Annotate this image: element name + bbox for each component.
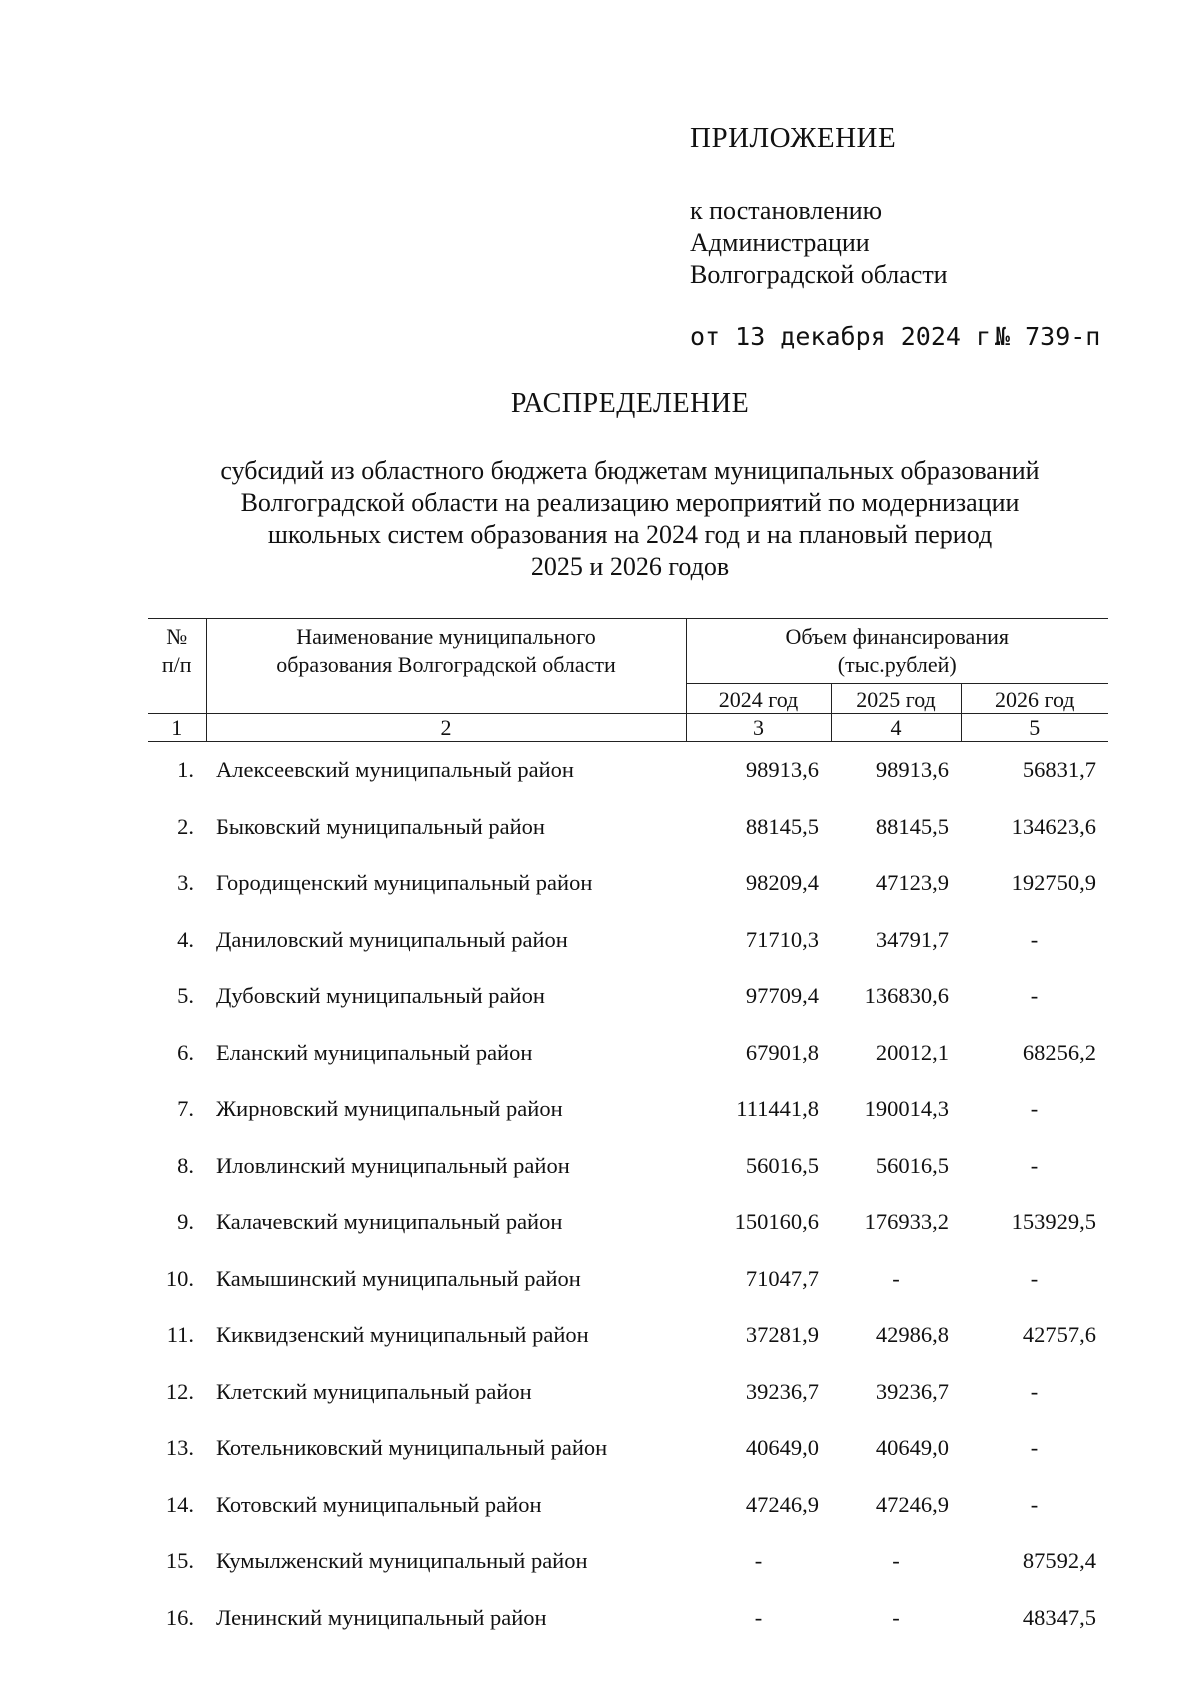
table-row (148, 1025, 1108, 1082)
row-value-2026: - (1030, 1491, 1039, 1517)
row-value-2025: 56016,5 (875, 1152, 949, 1178)
row-municipality: Калачевский муниципальный район (216, 1209, 563, 1235)
table-row (148, 1533, 1108, 1590)
row-value-2025: 40649,0 (875, 1435, 949, 1461)
subtitle-line: Волгоградской области на реализацию мероприятий по модернизации (240, 488, 1020, 517)
row-value-2024: 111441,8 (736, 1096, 819, 1122)
row-number: 7. (177, 1096, 194, 1122)
row-value-2024: 98913,6 (745, 757, 819, 783)
row-value-2024: 150160,6 (734, 1209, 819, 1235)
decree-reference-line: Волгоградской области (690, 260, 948, 289)
row-value-2026: 192750,9 (1011, 870, 1096, 896)
row-number: 12. (165, 1378, 194, 1404)
row-municipality: Иловлинский муниципальный район (216, 1152, 570, 1178)
column-number: 1 (148, 714, 206, 742)
row-municipality: Жирновский муниципальный район (216, 1096, 563, 1122)
row-municipality: Клетский муниципальный район (216, 1378, 532, 1404)
row-number: 6. (177, 1039, 194, 1065)
subtitle-line: школьных систем образования на 2024 год и на плановый период (267, 520, 993, 549)
row-value-2025: 20012,1 (875, 1039, 949, 1065)
row-number: 15. (165, 1548, 194, 1574)
row-value-2026: - (1030, 1378, 1039, 1404)
row-municipality: Дубовский муниципальный район (216, 983, 545, 1009)
row-value-2026: 134623,6 (1011, 813, 1096, 839)
row-value-2024: - (754, 1548, 763, 1574)
row-value-2024: 71710,3 (745, 926, 819, 952)
table-row (148, 1081, 1108, 1138)
row-value-2025: 42986,8 (875, 1322, 949, 1348)
row-municipality: Быковский муниципальный район (216, 813, 545, 839)
row-value-2026: 68256,2 (1022, 1039, 1096, 1065)
row-value-2025: 47123,9 (875, 870, 949, 896)
row-value-2026: - (1030, 1152, 1039, 1178)
row-value-2024: 39236,7 (745, 1378, 819, 1404)
row-number: 10. (165, 1265, 194, 1291)
row-value-2026: 56831,7 (1022, 757, 1096, 783)
row-value-2025: - (892, 1265, 900, 1291)
row-number: 13. (165, 1435, 194, 1461)
row-value-2025: 98913,6 (875, 757, 949, 783)
row-number: 2. (177, 813, 194, 839)
table-row (148, 912, 1108, 969)
column-number: 3 (686, 714, 831, 742)
row-value-2025: 136830,6 (864, 983, 949, 1009)
header-volume: Объем финансирования (тыс.рублей) (686, 619, 1108, 684)
header-year-2025: 2025 год (831, 684, 961, 714)
decree-date: от 13 декабря 2024 г. (690, 322, 1007, 351)
row-municipality: Камышинский муниципальный район (216, 1265, 581, 1291)
row-value-2026: 153929,5 (1011, 1209, 1096, 1235)
row-value-2024: 71047,7 (745, 1265, 819, 1291)
row-value-2024: 88145,5 (745, 813, 819, 839)
column-number: 4 (831, 714, 961, 742)
row-value-2026: 87592,4 (1022, 1548, 1096, 1574)
row-value-2024: 98209,4 (745, 870, 819, 896)
table-row (148, 1251, 1108, 1308)
row-value-2025: 88145,5 (875, 813, 949, 839)
header-num: № п/п (148, 619, 206, 714)
row-number: 16. (165, 1604, 194, 1630)
row-number: 14. (165, 1491, 194, 1517)
table-row (148, 1194, 1108, 1251)
row-municipality: Городищенский муниципальный район (216, 870, 593, 896)
row-municipality: Котельниковский муниципальный район (216, 1435, 608, 1461)
decree-reference (690, 195, 948, 291)
row-municipality: Даниловский муниципальный район (216, 926, 568, 952)
row-value-2025: 34791,7 (875, 926, 949, 952)
decree-reference-line: Администрации (690, 228, 870, 257)
row-value-2024: 67901,8 (745, 1039, 819, 1065)
row-municipality: Киквидзенский муниципальный район (216, 1322, 589, 1348)
table-row (148, 742, 1108, 799)
row-number: 5. (177, 983, 194, 1009)
table-row (148, 1307, 1108, 1364)
row-value-2024: 47246,9 (745, 1491, 819, 1517)
table-row (148, 799, 1108, 856)
row-value-2026: - (1030, 926, 1039, 952)
row-number: 8. (177, 1152, 194, 1178)
row-value-2026: 48347,5 (1022, 1604, 1096, 1630)
row-value-2025: - (892, 1604, 900, 1630)
row-value-2024: - (754, 1604, 763, 1630)
row-value-2024: 56016,5 (745, 1152, 819, 1178)
table-row (148, 1420, 1108, 1477)
table-row (148, 1138, 1108, 1195)
row-value-2025: 39236,7 (875, 1378, 949, 1404)
table-row (148, 968, 1108, 1025)
row-value-2025: 176933,2 (864, 1209, 949, 1235)
subsidy-table (148, 618, 1108, 1646)
row-value-2025: - (892, 1548, 900, 1574)
row-number: 3. (177, 870, 194, 896)
row-value-2026: - (1030, 1096, 1039, 1122)
header-year-2026: 2026 год (961, 684, 1108, 714)
row-value-2026: - (1030, 1435, 1039, 1461)
subtitle-line: 2025 и 2026 годов (530, 552, 730, 581)
document-title: РАСПРЕДЕЛЕНИЕ (510, 388, 750, 419)
row-value-2026: 42757,6 (1022, 1322, 1096, 1348)
row-municipality: Ленинский муниципальный район (216, 1604, 547, 1630)
column-number: 2 (206, 714, 686, 742)
row-number: 9. (177, 1209, 194, 1235)
table-row (148, 855, 1108, 912)
column-number: 5 (961, 714, 1108, 742)
document-subtitle (170, 455, 1090, 583)
row-municipality: Кумылженский муниципальный район (216, 1548, 588, 1574)
subtitle-line: субсидий из областного бюджета бюджетам муниципальных образований (220, 456, 1040, 485)
row-value-2024: 40649,0 (745, 1435, 819, 1461)
row-value-2026: - (1030, 1265, 1039, 1291)
row-number: 1. (177, 757, 194, 783)
header-name: Наименование муниципального образования Волгоградской области (206, 619, 686, 714)
appendix-label: ПРИЛОЖЕНИЕ (690, 122, 897, 154)
header-year-2024: 2024 год (686, 684, 831, 714)
table-row (148, 1364, 1108, 1421)
row-value-2025: 47246,9 (875, 1491, 949, 1517)
row-municipality: Алексеевский муниципальный район (216, 757, 574, 783)
row-value-2024: 37281,9 (745, 1322, 819, 1348)
decree-number: № 739-п (995, 322, 1101, 351)
row-value-2025: 190014,3 (864, 1096, 949, 1122)
table-row (148, 1477, 1108, 1534)
row-value-2026: - (1030, 983, 1039, 1009)
row-number: 4. (177, 926, 194, 952)
row-value-2024: 97709,4 (745, 983, 819, 1009)
table-body (148, 742, 1108, 1647)
row-number: 11. (166, 1322, 194, 1348)
table-row (148, 1590, 1108, 1647)
row-municipality: Еланский муниципальный район (216, 1039, 533, 1065)
decree-reference-line: к постановлению (690, 196, 883, 225)
row-municipality: Котовский муниципальный район (216, 1491, 542, 1517)
decree-date-number (690, 322, 1101, 351)
